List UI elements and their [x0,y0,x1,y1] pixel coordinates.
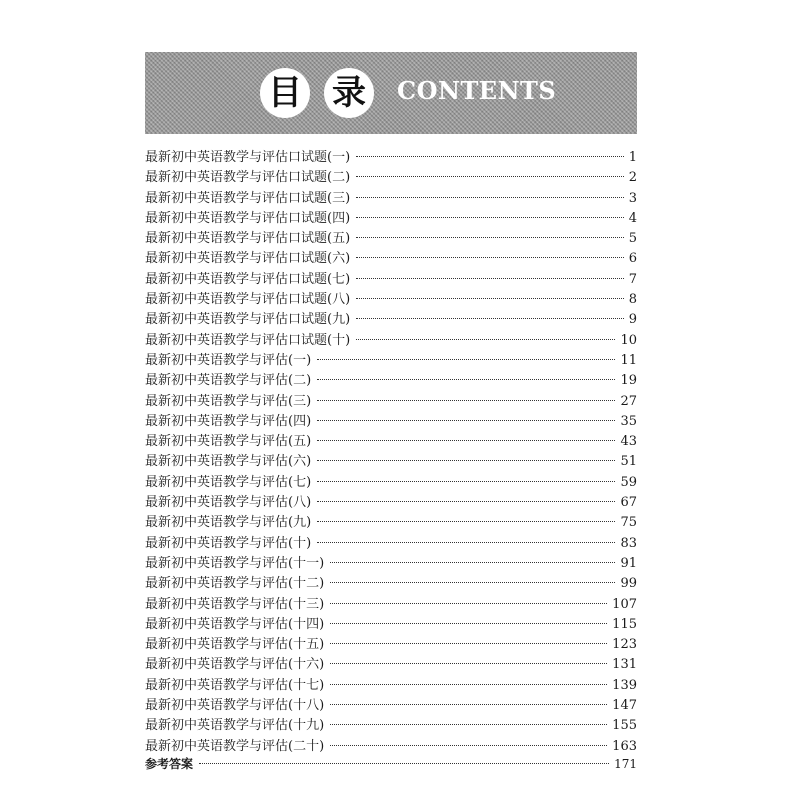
toc-entry-title: 最新初中英语教学与评估(十) [145,535,312,551]
toc-entry[interactable] [145,633,637,653]
dot-leader [356,278,624,279]
toc-entry-page-number: 10 [620,332,637,348]
dot-leader [317,481,615,482]
toc-entry-page-number: 83 [620,535,637,551]
contents-heading: CONTENTS [397,76,557,105]
toc-entry-page-number: 163 [612,738,637,754]
dot-leader [330,582,615,583]
dot-leader [356,176,624,177]
table-of-contents [145,146,637,775]
toc-entry-page-number: 139 [612,677,637,693]
toc-entry-title: 最新初中英语教学与评估口试题(二) [145,170,351,186]
dot-leader [356,339,615,340]
toc-entry-page-number: 91 [620,555,637,571]
toc-entry-page-number: 2 [628,170,637,186]
toc-entry-page-number: 11 [620,352,637,368]
dot-leader [330,623,607,624]
dot-leader [330,562,615,563]
toc-entry-title: 最新初中英语教学与评估(五) [145,434,312,450]
dot-leader [330,643,607,644]
toc-entry-page-number: 51 [620,454,637,470]
toc-entry[interactable] [145,430,637,450]
title-char: 目 [268,73,302,113]
toc-entry[interactable] [145,450,637,470]
toc-entry[interactable] [145,491,637,511]
toc-entry-title: 最新初中英语教学与评估(十二) [145,576,325,592]
toc-entry[interactable] [145,268,637,288]
dot-leader [356,197,624,198]
toc-entry[interactable] [145,735,637,755]
dot-leader [317,501,615,502]
dot-leader [317,440,615,441]
dot-leader [317,460,615,461]
toc-entry-title: 最新初中英语教学与评估(六) [145,454,312,470]
toc-entry-title: 最新初中英语教学与评估(十四) [145,616,325,632]
toc-entry-title: 最新初中英语教学与评估口试题(五) [145,231,351,247]
toc-entry-page-number: 19 [620,373,637,389]
dot-leader [356,298,624,299]
contents-banner [145,52,637,134]
toc-entry[interactable] [145,227,637,247]
toc-entry[interactable] [145,694,637,714]
toc-entry[interactable] [145,653,637,673]
dot-leader [317,420,615,421]
toc-entry-title: 最新初中英语教学与评估(十八) [145,698,325,714]
toc-entry-page-number: 123 [612,637,637,653]
toc-entry-page-number: 99 [620,576,637,592]
toc-entry-title: 最新初中英语教学与评估口试题(三) [145,190,351,206]
dot-leader [356,156,624,157]
toc-entry[interactable] [145,532,637,552]
toc-entry[interactable] [145,674,637,694]
toc-entry-page-number: 147 [612,698,637,714]
toc-entry-page-number: 8 [628,292,637,308]
toc-entry-title: 最新初中英语教学与评估(三) [145,393,312,409]
toc-entry[interactable] [145,714,637,734]
dot-leader [330,663,607,664]
toc-entry-title: 最新初中英语教学与评估口试题(八) [145,292,351,308]
dot-leader [330,684,607,685]
toc-entry-page-number: 155 [612,718,637,734]
toc-entry-title: 最新初中英语教学与评估(四) [145,413,312,429]
dot-leader [330,603,607,604]
dot-leader [317,379,615,380]
toc-entry-page-number: 27 [620,393,637,409]
toc-entry[interactable] [145,572,637,592]
dot-leader [356,318,624,319]
toc-entry[interactable] [145,329,637,349]
toc-entry-page-number: 35 [620,413,637,429]
toc-entry[interactable] [145,471,637,491]
toc-entry-title: 最新初中英语教学与评估口试题(九) [145,312,351,328]
toc-entry-page-number: 6 [628,251,637,267]
toc-entry-title: 最新初中英语教学与评估口试题(六) [145,251,351,267]
dot-leader [356,257,624,258]
toc-entry-title: 最新初中英语教学与评估口试题(四) [145,210,351,226]
toc-entry-page-number: 67 [620,495,637,511]
toc-entry-title: 最新初中英语教学与评估(二) [145,373,312,389]
toc-entry-title: 最新初中英语教学与评估(十六) [145,657,325,673]
toc-entry-page-number: 115 [612,616,637,632]
toc-entry-page-number: 3 [628,190,637,206]
toc-entry-page-number: 171 [614,756,637,771]
toc-entry[interactable] [145,146,637,166]
dot-leader [199,763,609,764]
toc-entry[interactable] [145,613,637,633]
toc-entry[interactable] [145,410,637,430]
toc-entry-title: 最新初中英语教学与评估口试题(一) [145,150,351,165]
toc-entry-title: 参考答案 [145,756,194,771]
toc-entry[interactable] [145,755,637,775]
dot-leader [330,704,607,705]
dot-leader [317,521,615,522]
toc-entry-page-number: 7 [628,271,637,287]
title-char: 录 [332,73,366,113]
toc-entry[interactable] [145,349,637,369]
dot-leader [330,745,607,746]
toc-entry-title: 最新初中英语教学与评估(一) [145,352,312,368]
dot-leader [317,400,615,401]
toc-entry[interactable] [145,166,637,186]
dot-leader [330,724,607,725]
toc-entry-page-number: 43 [620,434,637,450]
toc-entry-page-number: 59 [620,474,637,490]
dot-leader [356,217,624,218]
toc-entry-title: 最新初中英语教学与评估(九) [145,515,312,531]
toc-entry-page-number: 131 [612,657,637,673]
toc-entry-page-number: 1 [628,150,637,165]
toc-entry-page-number: 5 [628,231,637,247]
toc-entry-title: 最新初中英语教学与评估(七) [145,474,312,490]
toc-entry[interactable] [145,390,637,410]
toc-entry[interactable] [145,369,637,389]
toc-entry-page-number: 9 [628,312,637,328]
toc-entry-title: 最新初中英语教学与评估(十五) [145,637,325,653]
dot-leader [317,542,615,543]
toc-entry-title: 最新初中英语教学与评估(八) [145,495,312,511]
toc-entry-title: 最新初中英语教学与评估(十一) [145,555,325,571]
toc-entry[interactable] [145,187,637,207]
title-char-circle [260,68,310,118]
title-char-circle [324,68,374,118]
toc-entry[interactable] [145,552,637,572]
dot-leader [356,237,624,238]
dot-leader [317,359,615,360]
toc-entry-title: 最新初中英语教学与评估(二十) [145,738,325,754]
toc-entry-page-number: 75 [620,515,637,531]
toc-entry[interactable] [145,593,637,613]
toc-entry-title: 最新初中英语教学与评估口试题(七) [145,271,351,287]
toc-entry[interactable] [145,288,637,308]
toc-entry-title: 最新初中英语教学与评估(十九) [145,718,325,734]
toc-entry-page-number: 107 [612,596,637,612]
toc-entry-title: 最新初中英语教学与评估(十三) [145,596,325,612]
toc-entry-title: 最新初中英语教学与评估(十七) [145,677,325,693]
toc-entry-page-number: 4 [628,210,637,226]
toc-entry[interactable] [145,308,637,328]
toc-entry[interactable] [145,511,637,531]
toc-entry[interactable] [145,207,637,227]
toc-entry-title: 最新初中英语教学与评估口试题(十) [145,332,351,348]
toc-entry[interactable] [145,247,637,267]
